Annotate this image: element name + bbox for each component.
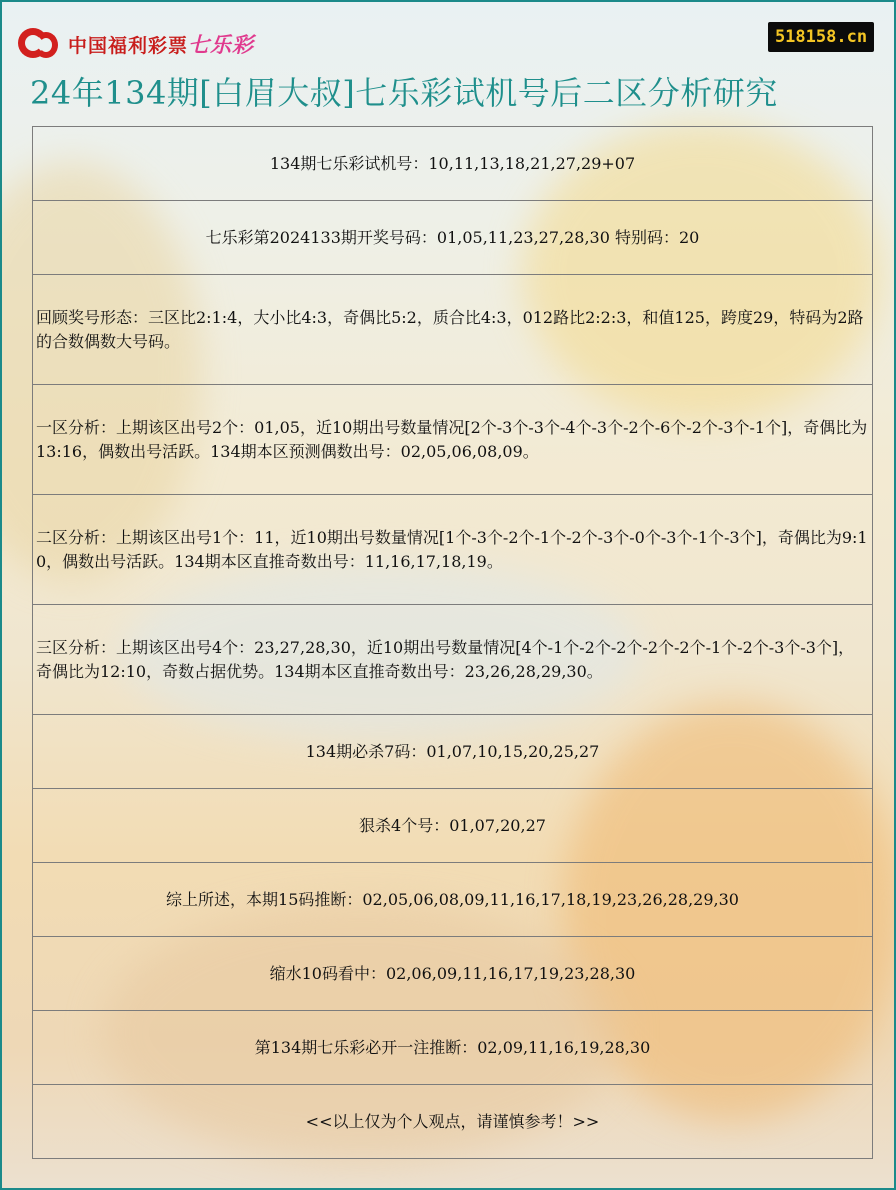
test-number-row: 134期七乐彩试机号：10,11,13,18,21,27,29+07 bbox=[33, 127, 873, 201]
header bbox=[2, 2, 894, 126]
zone-one-analysis-row: 一区分析：上期该区出号2个：01,05，近10期出号数量情况[2个-3个-3个-4个-3个-2个-6个-2个-3个-1个]，奇偶比为13:16，偶数出号活跃。134期本区预测偶数出号：02,05,06,08,09。 bbox=[33, 385, 873, 495]
kill-four-row: 狠杀4个号：01,07,20,27 bbox=[33, 789, 873, 863]
lottery-logo bbox=[18, 24, 254, 64]
zone-two-analysis-row: 二区分析：上期该区出号1个：11，近10期出号数量情况[1个-3个-2个-1个-2个-3个-0个-3个-1个-3个]，奇偶比为9:10，偶数出号活跃。134期本区直推奇数出号：11,16,17,18,19。 bbox=[33, 495, 873, 605]
review-pattern-row: 回顾奖号形态：三区比2:1:4，大小比4:3，奇偶比5:2，质合比4:3，012路比2:2:3，和值125，跨度29，特码为2路的合数偶数大号码。 bbox=[33, 275, 873, 385]
logo-text: 中国福利彩票七乐彩 bbox=[68, 33, 255, 57]
lottery-logo-icon bbox=[18, 24, 62, 64]
previous-draw-row: 七乐彩第2024133期开奖号码：01,05,11,23,27,28,30 特别码：20 bbox=[33, 201, 873, 275]
fifteen-picks-row: 综上所述，本期15码推断：02,05,06,08,09,11,16,17,18,19,23,26,28,29,30 bbox=[33, 863, 873, 937]
zone-three-analysis-row: 三区分析：上期该区出号4个：23,27,28,30，近10期出号数量情况[4个-1个-2个-2个-2个-2个-1个-2个-3个-3个]，奇偶比为12:10，奇数占据优势。134期本区直推奇数出号：23,26,28,29,30。 bbox=[33, 605, 873, 715]
disclaimer-row: <<以上仅为个人观点，请谨慎参考！>> bbox=[33, 1085, 873, 1159]
page-title: 24年134期[白眉大叔]七乐彩试机号后二区分析研究 bbox=[30, 74, 778, 112]
ten-picks-row: 缩水10码看中：02,06,09,11,16,17,19,23,28,30 bbox=[33, 937, 873, 1011]
recommended-ticket-row: 第134期七乐彩必开一注推断：02,09,11,16,19,28,30 bbox=[33, 1011, 873, 1085]
analysis-table bbox=[32, 126, 873, 1159]
kill-seven-row: 134期必杀7码：01,07,10,15,20,25,27 bbox=[33, 715, 873, 789]
site-badge[interactable]: 518158.cn bbox=[768, 22, 874, 52]
logo-game-name: 七乐彩 bbox=[188, 33, 255, 57]
